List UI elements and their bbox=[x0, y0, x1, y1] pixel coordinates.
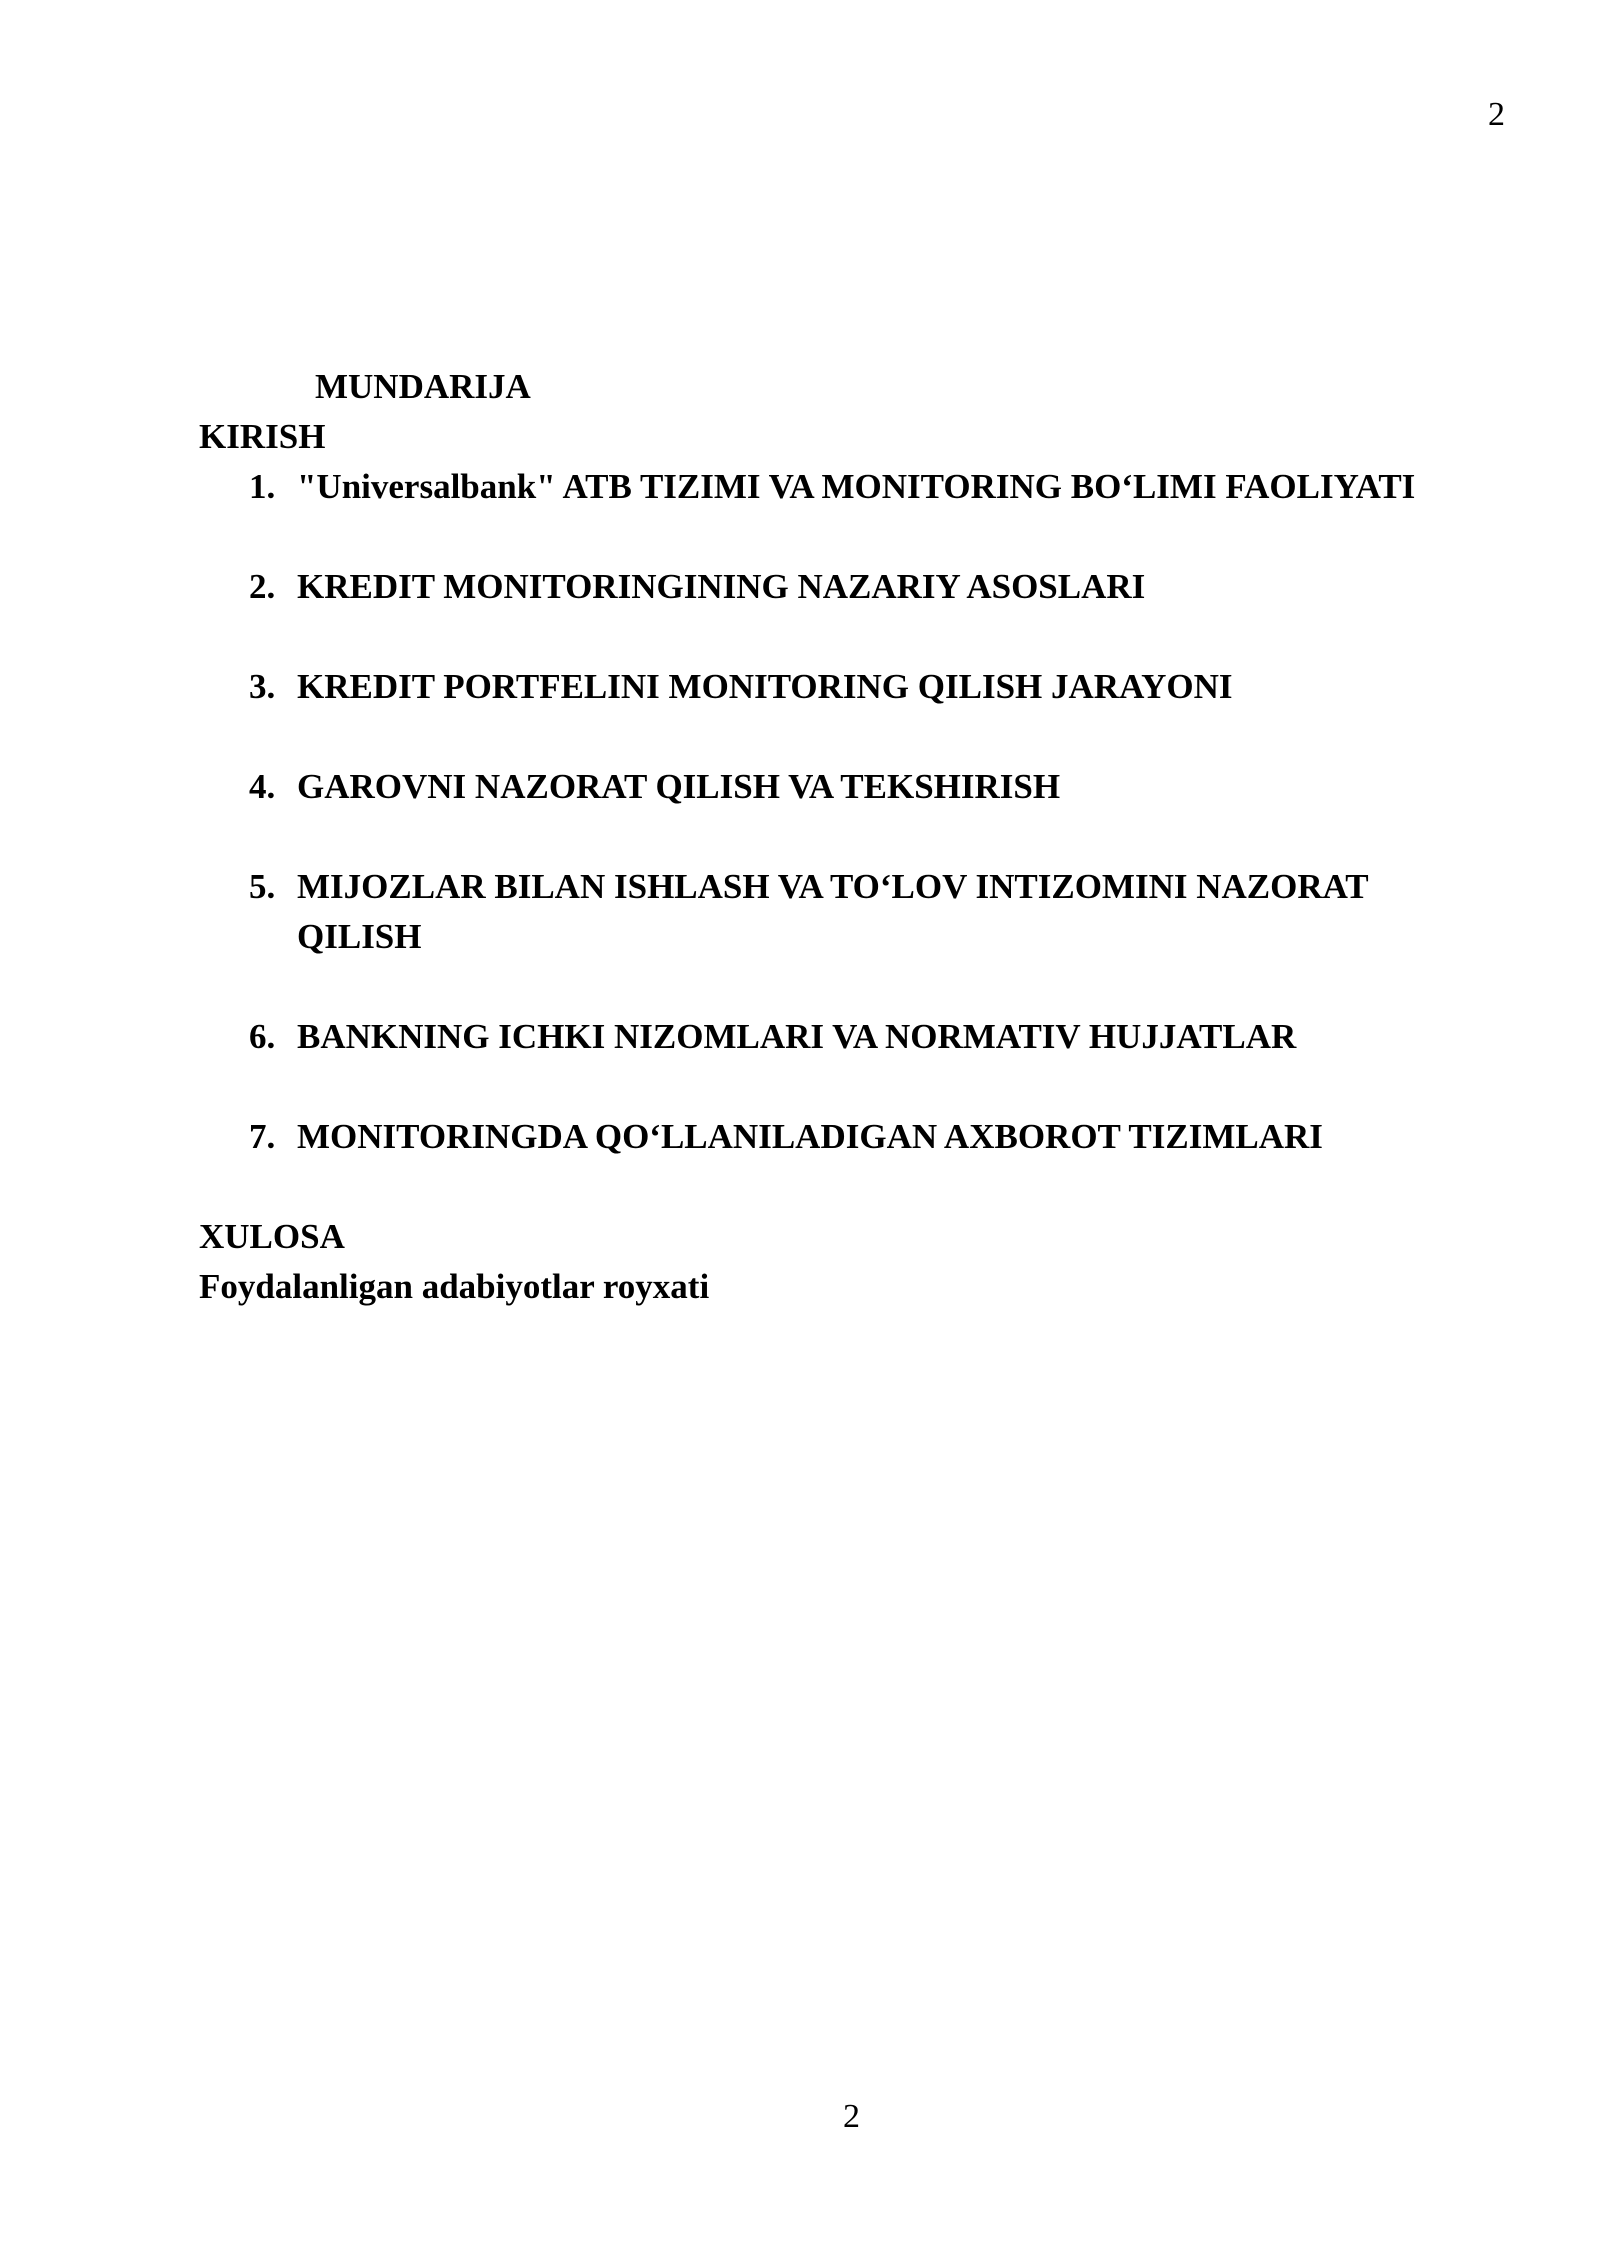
toc-item-title: BANKNING ICHKI NIZOMLARI VA NORMATIV HUJJATLAR bbox=[297, 1017, 1297, 1056]
toc-item-title: MIJOZLAR BILAN ISHLASH VA TO‘LOV INTIZOMINI NAZORAT QILISH bbox=[297, 867, 1369, 956]
toc-item-number: 5. bbox=[249, 867, 276, 906]
toc-item-title: KREDIT PORTFELINI MONITORING QILISH JARAYONI bbox=[297, 667, 1233, 706]
page-number-bottom: 2 bbox=[843, 2098, 860, 2135]
page-number-top: 2 bbox=[1488, 96, 1505, 133]
toc-item-number: 7. bbox=[249, 1117, 276, 1156]
toc-item-number: 3. bbox=[249, 667, 276, 706]
toc-item-1 bbox=[199, 462, 1499, 512]
toc-item-7 bbox=[199, 1112, 1499, 1162]
toc-item-4 bbox=[199, 762, 1499, 812]
toc-item-number: 2. bbox=[249, 567, 276, 606]
toc-item-number: 1. bbox=[249, 467, 276, 506]
toc-item-title: KREDIT MONITORINGINING NAZARIY ASOSLARI bbox=[297, 567, 1146, 606]
toc-item-3 bbox=[199, 662, 1499, 712]
toc-heading: MUNDARIJA bbox=[315, 367, 531, 406]
toc-item-2 bbox=[199, 562, 1499, 612]
table-of-contents bbox=[199, 362, 1499, 1312]
toc-item-6 bbox=[199, 1012, 1499, 1062]
toc-conclusion: XULOSA bbox=[199, 1217, 345, 1256]
toc-item-title: "Universalbank" ATB TIZIMI VA MONITORING BO‘LIMI FAOLIYATI bbox=[297, 467, 1416, 506]
toc-references: Foydalanligan adabiyotlar royxati bbox=[199, 1267, 710, 1306]
toc-item-number: 6. bbox=[249, 1017, 276, 1056]
toc-item-number: 4. bbox=[249, 767, 276, 806]
toc-item-5 bbox=[199, 862, 1499, 962]
toc-item-title: MONITORINGDA QO‘LLANILADIGAN AXBOROT TIZIMLARI bbox=[297, 1117, 1323, 1156]
toc-item-title: GAROVNI NAZORAT QILISH VA TEKSHIRISH bbox=[297, 767, 1061, 806]
toc-intro: KIRISH bbox=[199, 417, 326, 456]
toc-list bbox=[199, 462, 1499, 1162]
